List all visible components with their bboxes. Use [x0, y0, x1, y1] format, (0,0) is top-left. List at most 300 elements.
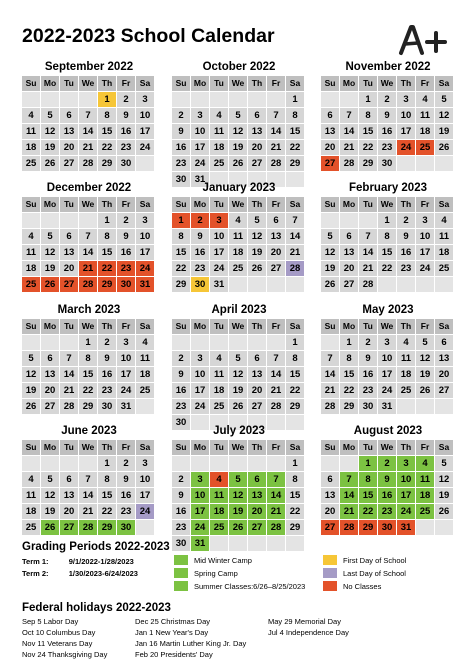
- last-day-swatch: [323, 568, 337, 578]
- day-cell: 10: [397, 472, 415, 487]
- day-cell: 2: [378, 92, 396, 107]
- day-cell: 4: [435, 213, 453, 228]
- day-cell: 6: [60, 229, 78, 244]
- empty-day-cell: [267, 536, 285, 551]
- day-cell: 5: [41, 229, 59, 244]
- empty-day-cell: [41, 456, 59, 471]
- month-title: July 2023: [213, 425, 265, 437]
- day-cell: 18: [22, 261, 40, 276]
- weekday-header: Su: [172, 440, 190, 455]
- weekday-header: Su: [22, 76, 40, 91]
- weekday-header: Fr: [117, 319, 135, 334]
- day-cell: 13: [248, 124, 266, 139]
- day-cell: 21: [321, 383, 339, 398]
- weekday-header: Tu: [60, 197, 78, 212]
- day-cell: 21: [340, 504, 358, 519]
- weekday-header: Tu: [359, 197, 377, 212]
- day-cell: 15: [286, 124, 304, 139]
- day-cell: 13: [248, 488, 266, 503]
- day-cell: 26: [248, 261, 266, 276]
- day-cell: 10: [191, 488, 209, 503]
- day-cell: 31: [210, 277, 228, 292]
- day-cell: 26: [229, 156, 247, 171]
- month-grid: [321, 319, 455, 414]
- day-cell: 1: [286, 335, 304, 350]
- a-plus-logo: [398, 22, 450, 56]
- weekday-header: Th: [248, 440, 266, 455]
- empty-day-cell: [22, 213, 40, 228]
- day-cell: 14: [79, 488, 97, 503]
- month-calendar: [172, 424, 306, 551]
- day-cell: 10: [416, 229, 434, 244]
- day-cell: 3: [136, 213, 154, 228]
- day-cell: 21: [359, 261, 377, 276]
- day-cell: 15: [98, 124, 116, 139]
- day-cell: 9: [117, 229, 135, 244]
- day-cell: 8: [98, 472, 116, 487]
- day-cell: 21: [340, 140, 358, 155]
- day-cell: 31: [136, 277, 154, 292]
- weekday-header: Mo: [191, 319, 209, 334]
- holiday-item: Sep 5 Labor Day: [22, 617, 79, 626]
- day-cell: 4: [22, 229, 40, 244]
- day-cell: 12: [416, 351, 434, 366]
- day-cell: 5: [321, 229, 339, 244]
- day-cell: 18: [397, 367, 415, 382]
- day-cell: 25: [229, 261, 247, 276]
- day-cell: 31: [191, 172, 209, 187]
- day-cell: 13: [267, 229, 285, 244]
- weekday-header: Sa: [435, 440, 453, 455]
- spring-swatch: [174, 568, 188, 578]
- day-cell: 14: [267, 488, 285, 503]
- day-cell: 14: [267, 367, 285, 382]
- day-cell: 17: [136, 124, 154, 139]
- day-cell: 20: [60, 504, 78, 519]
- day-cell: 2: [172, 108, 190, 123]
- weekday-header: Mo: [41, 197, 59, 212]
- day-cell: 6: [60, 472, 78, 487]
- day-cell: 10: [136, 108, 154, 123]
- day-cell: 11: [210, 124, 228, 139]
- day-cell: 19: [229, 504, 247, 519]
- day-cell: 11: [210, 488, 228, 503]
- day-cell: 17: [397, 488, 415, 503]
- empty-day-cell: [229, 456, 247, 471]
- day-cell: 13: [321, 488, 339, 503]
- empty-day-cell: [416, 520, 434, 535]
- day-cell: 30: [359, 399, 377, 414]
- day-cell: 2: [117, 456, 135, 471]
- day-cell: 23: [172, 399, 190, 414]
- day-cell: 5: [229, 472, 247, 487]
- legend-spring-label: Spring Camp: [194, 568, 238, 578]
- legend-last-day: [323, 568, 406, 578]
- day-cell: 11: [22, 488, 40, 503]
- day-cell: 20: [248, 504, 266, 519]
- day-cell: 2: [117, 213, 135, 228]
- weekday-header: We: [79, 197, 97, 212]
- day-cell: 18: [210, 383, 228, 398]
- month-grid: [22, 197, 156, 292]
- weekday-header: Mo: [41, 440, 59, 455]
- day-cell: 27: [60, 156, 78, 171]
- day-cell: 1: [172, 213, 190, 228]
- empty-day-cell: [41, 335, 59, 350]
- day-cell: 9: [191, 229, 209, 244]
- day-cell: 6: [248, 472, 266, 487]
- empty-day-cell: [435, 520, 453, 535]
- month-title: January 2023: [202, 182, 276, 194]
- day-cell: 29: [286, 156, 304, 171]
- weekday-header: Fr: [117, 76, 135, 91]
- weekday-header: Sa: [286, 440, 304, 455]
- day-cell: 30: [172, 536, 190, 551]
- day-cell: 18: [22, 504, 40, 519]
- empty-day-cell: [136, 520, 154, 535]
- day-cell: 17: [136, 488, 154, 503]
- empty-day-cell: [172, 335, 190, 350]
- day-cell: 29: [98, 520, 116, 535]
- holiday-item: Feb 20 Presidents' Day: [135, 650, 213, 659]
- day-cell: 8: [79, 351, 97, 366]
- weekday-header: Sa: [136, 197, 154, 212]
- empty-day-cell: [340, 213, 358, 228]
- empty-day-cell: [248, 536, 266, 551]
- month-calendar: [22, 424, 156, 535]
- day-cell: 1: [98, 213, 116, 228]
- day-cell: 24: [397, 504, 415, 519]
- weekday-header: We: [79, 440, 97, 455]
- empty-day-cell: [416, 277, 434, 292]
- day-cell: 28: [60, 399, 78, 414]
- month-title: May 2023: [362, 304, 414, 316]
- empty-day-cell: [22, 456, 40, 471]
- day-cell: 12: [41, 245, 59, 260]
- day-cell: 20: [60, 261, 78, 276]
- day-cell: 21: [79, 504, 97, 519]
- day-cell: 10: [191, 367, 209, 382]
- day-cell: 15: [359, 124, 377, 139]
- day-cell: 19: [435, 488, 453, 503]
- weekday-header: We: [378, 197, 396, 212]
- weekday-header: Tu: [210, 197, 228, 212]
- day-cell: 5: [41, 472, 59, 487]
- day-cell: 22: [378, 261, 396, 276]
- weekday-header: Fr: [267, 319, 285, 334]
- day-cell: 12: [321, 245, 339, 260]
- day-cell: 24: [136, 140, 154, 155]
- day-cell: 20: [41, 383, 59, 398]
- day-cell: 12: [248, 229, 266, 244]
- weekday-header: Mo: [191, 197, 209, 212]
- day-cell: 14: [267, 124, 285, 139]
- day-cell: 4: [22, 108, 40, 123]
- weekday-header: Sa: [136, 319, 154, 334]
- day-cell: 1: [98, 92, 116, 107]
- day-cell: 16: [191, 245, 209, 260]
- weekday-header: We: [79, 319, 97, 334]
- weekday-header: Sa: [286, 76, 304, 91]
- day-cell: 3: [378, 335, 396, 350]
- day-cell: 15: [340, 367, 358, 382]
- day-cell: 27: [340, 277, 358, 292]
- day-cell: 8: [340, 351, 358, 366]
- day-cell: 16: [378, 124, 396, 139]
- day-cell: 15: [378, 245, 396, 260]
- empty-day-cell: [248, 277, 266, 292]
- day-cell: 24: [416, 261, 434, 276]
- day-cell: 4: [210, 351, 228, 366]
- day-cell: 10: [191, 124, 209, 139]
- empty-day-cell: [286, 536, 304, 551]
- day-cell: 19: [435, 124, 453, 139]
- empty-day-cell: [22, 92, 40, 107]
- day-cell: 3: [397, 456, 415, 471]
- month-grid: [172, 440, 306, 551]
- day-cell: 3: [136, 92, 154, 107]
- day-cell: 20: [267, 245, 285, 260]
- day-cell: 11: [416, 108, 434, 123]
- day-cell: 8: [286, 351, 304, 366]
- legend-first-day: [323, 555, 406, 565]
- day-cell: 23: [117, 261, 135, 276]
- day-cell: 20: [321, 504, 339, 519]
- month-calendar: [172, 60, 306, 187]
- weekday-header: Fr: [117, 197, 135, 212]
- month-title: September 2022: [44, 61, 134, 73]
- day-cell: 8: [359, 108, 377, 123]
- day-cell: 17: [378, 367, 396, 382]
- day-cell: 18: [229, 245, 247, 260]
- day-cell: 30: [172, 415, 190, 430]
- day-cell: 5: [435, 456, 453, 471]
- day-cell: 29: [172, 277, 190, 292]
- day-cell: 7: [340, 108, 358, 123]
- day-cell: 8: [98, 229, 116, 244]
- day-cell: 7: [79, 229, 97, 244]
- month-calendar: [321, 424, 455, 535]
- weekday-header: Sa: [286, 319, 304, 334]
- day-cell: 17: [191, 383, 209, 398]
- weekday-header: Mo: [340, 197, 358, 212]
- empty-day-cell: [191, 335, 209, 350]
- day-cell: 29: [286, 520, 304, 535]
- weekday-header: Sa: [136, 76, 154, 91]
- weekday-header: Tu: [359, 319, 377, 334]
- day-cell: 19: [229, 140, 247, 155]
- day-cell: 3: [191, 351, 209, 366]
- day-cell: 1: [98, 456, 116, 471]
- weekday-header: Tu: [60, 319, 78, 334]
- day-cell: 12: [41, 124, 59, 139]
- first-day-swatch: [323, 555, 337, 565]
- day-cell: 30: [378, 520, 396, 535]
- day-cell: 19: [321, 261, 339, 276]
- day-cell: 3: [210, 213, 228, 228]
- day-cell: 19: [248, 245, 266, 260]
- term2-label: Term 2:: [22, 569, 49, 578]
- day-cell: 22: [286, 140, 304, 155]
- day-cell: 8: [378, 229, 396, 244]
- legend-last-day-label: Last Day of School: [343, 568, 406, 578]
- empty-day-cell: [340, 456, 358, 471]
- weekday-header: Su: [22, 197, 40, 212]
- day-cell: 26: [435, 140, 453, 155]
- term1-label: Term 1:: [22, 557, 49, 566]
- empty-day-cell: [79, 92, 97, 107]
- day-cell: 31: [117, 399, 135, 414]
- day-cell: 22: [98, 140, 116, 155]
- weekday-header: Th: [98, 76, 116, 91]
- day-cell: 14: [321, 367, 339, 382]
- day-cell: 18: [22, 140, 40, 155]
- holiday-item: Jan 1 New Year's Day: [135, 628, 209, 637]
- day-cell: 11: [22, 245, 40, 260]
- empty-day-cell: [267, 456, 285, 471]
- day-cell: 22: [98, 261, 116, 276]
- day-cell: 13: [321, 124, 339, 139]
- day-cell: 9: [172, 488, 190, 503]
- day-cell: 22: [359, 140, 377, 155]
- empty-day-cell: [60, 456, 78, 471]
- month-grid: [321, 197, 455, 292]
- day-cell: 2: [359, 335, 377, 350]
- day-cell: 28: [267, 156, 285, 171]
- empty-day-cell: [321, 335, 339, 350]
- no-classes-swatch: [323, 581, 337, 591]
- day-cell: 24: [136, 504, 154, 519]
- day-cell: 11: [136, 351, 154, 366]
- day-cell: 16: [172, 504, 190, 519]
- day-cell: 18: [136, 367, 154, 382]
- day-cell: 14: [340, 488, 358, 503]
- day-cell: 8: [286, 108, 304, 123]
- day-cell: 13: [340, 245, 358, 260]
- day-cell: 15: [98, 245, 116, 260]
- day-cell: 30: [117, 520, 135, 535]
- day-cell: 2: [98, 335, 116, 350]
- empty-day-cell: [397, 156, 415, 171]
- day-cell: 7: [267, 351, 285, 366]
- weekday-header: We: [229, 76, 247, 91]
- day-cell: 1: [340, 335, 358, 350]
- day-cell: 26: [321, 277, 339, 292]
- day-cell: 6: [60, 108, 78, 123]
- day-cell: 25: [22, 156, 40, 171]
- day-cell: 16: [117, 488, 135, 503]
- month-grid: [172, 319, 306, 430]
- day-cell: 5: [416, 335, 434, 350]
- day-cell: 27: [435, 383, 453, 398]
- day-cell: 29: [98, 156, 116, 171]
- empty-day-cell: [191, 456, 209, 471]
- weekday-header: Fr: [416, 76, 434, 91]
- day-cell: 9: [172, 124, 190, 139]
- month-grid: [22, 76, 156, 171]
- day-cell: 16: [378, 488, 396, 503]
- empty-day-cell: [435, 399, 453, 414]
- empty-day-cell: [435, 156, 453, 171]
- day-cell: 19: [22, 383, 40, 398]
- month-title: February 2023: [349, 182, 427, 194]
- day-cell: 29: [340, 399, 358, 414]
- weekday-header: Tu: [210, 76, 228, 91]
- weekday-header: Th: [248, 76, 266, 91]
- day-cell: 26: [41, 156, 59, 171]
- day-cell: 12: [229, 367, 247, 382]
- day-cell: 5: [41, 108, 59, 123]
- empty-day-cell: [321, 456, 339, 471]
- month-calendar: [321, 303, 455, 414]
- day-cell: 29: [98, 277, 116, 292]
- day-cell: 11: [229, 229, 247, 244]
- day-cell: 14: [359, 245, 377, 260]
- day-cell: 5: [435, 92, 453, 107]
- day-cell: 26: [22, 399, 40, 414]
- day-cell: 18: [435, 245, 453, 260]
- day-cell: 26: [229, 520, 247, 535]
- holiday-item: Jan 16 Martin Luther King Jr. Day: [135, 639, 247, 648]
- weekday-header: Mo: [340, 440, 358, 455]
- day-cell: 6: [340, 229, 358, 244]
- weekday-header: Su: [172, 197, 190, 212]
- empty-day-cell: [321, 92, 339, 107]
- day-cell: 25: [210, 520, 228, 535]
- day-cell: 6: [321, 472, 339, 487]
- empty-day-cell: [267, 92, 285, 107]
- day-cell: 21: [79, 261, 97, 276]
- mid-winter-swatch: [174, 555, 188, 565]
- weekday-header: We: [378, 76, 396, 91]
- day-cell: 7: [359, 229, 377, 244]
- day-cell: 6: [248, 351, 266, 366]
- day-cell: 9: [397, 229, 415, 244]
- day-cell: 14: [340, 124, 358, 139]
- day-cell: 6: [435, 335, 453, 350]
- day-cell: 24: [210, 261, 228, 276]
- holiday-item: Jul 4 Independence Day: [268, 628, 349, 637]
- day-cell: 12: [229, 488, 247, 503]
- day-cell: 9: [378, 472, 396, 487]
- day-cell: 7: [286, 213, 304, 228]
- day-cell: 15: [98, 488, 116, 503]
- weekday-header: We: [378, 440, 396, 455]
- weekday-header: Su: [172, 76, 190, 91]
- day-cell: 9: [378, 108, 396, 123]
- month-title: June 2023: [61, 425, 117, 437]
- weekday-header: Th: [98, 197, 116, 212]
- day-cell: 23: [117, 504, 135, 519]
- day-cell: 3: [191, 472, 209, 487]
- month-title: April 2023: [211, 304, 267, 316]
- empty-day-cell: [359, 213, 377, 228]
- day-cell: 25: [416, 504, 434, 519]
- day-cell: 2: [191, 213, 209, 228]
- month-title: August 2023: [353, 425, 423, 437]
- day-cell: 30: [117, 277, 135, 292]
- day-cell: 30: [98, 399, 116, 414]
- day-cell: 12: [22, 367, 40, 382]
- day-cell: 14: [60, 367, 78, 382]
- term1-row: [22, 557, 134, 566]
- day-cell: 20: [340, 261, 358, 276]
- day-cell: 31: [378, 399, 396, 414]
- day-cell: 19: [229, 383, 247, 398]
- day-cell: 17: [191, 504, 209, 519]
- day-cell: 15: [286, 367, 304, 382]
- legend-mid-winter: [174, 555, 252, 565]
